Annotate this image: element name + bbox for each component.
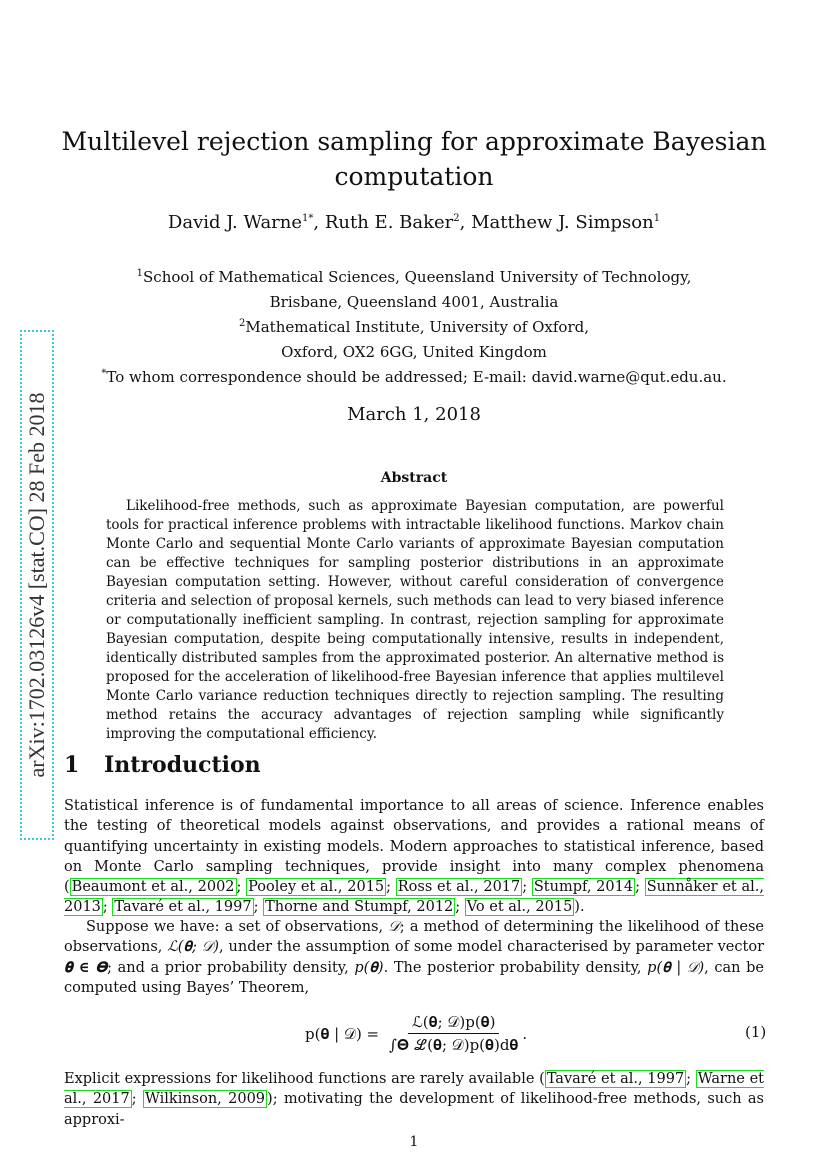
equation-number: (1) [745,1023,767,1041]
section-title: Introduction [104,752,261,778]
equation-fraction [385,1013,522,1054]
para2-text: , can be computed using Bayes’ Theorem, [64,959,765,996]
para2-text: ; a method of determining the likelihood of these observations, [64,919,764,956]
affiliation-1-line-1 [0,268,828,286]
paragraph-1: Statistical inference is of fundamental importance to all areas of science. Inference enables the testing of theoretical models against observations, and provides a rational means of quantifying uncertainty in existing models. Modern approaches to statistical inference, based on Monte Carlo sampling techniques, provide insight into many complex phenomena ( Beaumont et al., 2002 ; Pooley et al., 2015 ; Ross et al., 2017 ; Stumpf, 2014 ; Sunnåker et al., 2013 ; Tavaré et al., 1997 ; Thorne and Stumpf, 2012 ; Vo et al., 2015 ). [64,798,764,916]
author-1: David J. Warne [167,212,303,233]
citation-link[interactable]: Tavaré et al., 1997 [546,1071,685,1087]
section-heading [64,752,261,778]
citation-link[interactable]: Pooley et al., 2015 [248,879,385,896]
citation-link[interactable]: Wilkinson, 2009 [144,1091,266,1108]
aff1-sup: 1 [136,268,144,279]
citation-link[interactable]: Vo et al., 2015 [466,899,573,916]
author-1-sup: 1* [302,213,314,224]
para3-text: Explicit expressions for likelihood functions are rarely available ( [64,1071,545,1087]
math-observations: 𝒟 [388,919,400,935]
para3-end: ); motivating the development of likelihood-free methods, such as approxi- [64,1091,764,1128]
corr-sup: * [101,368,107,379]
equation-lhs: p(𝛉 | 𝒟) = [305,1024,380,1043]
aff2-text: Mathematical Institute, University of Oxford, [245,318,589,336]
affiliation-2-line-1 [0,318,828,336]
affiliation-1-line-2: Brisbane, Queensland 4001, Australia [269,293,559,311]
title-line-1: Multilevel rejection sampling for approximate Bayesian [61,127,767,156]
page-number: 1 [409,1134,419,1150]
citation-link[interactable]: Sunnåker et al., 2013 [64,879,764,916]
paper-title [0,124,828,194]
citation-link[interactable]: Warne et al., 2017 [64,1071,764,1108]
title-line-2: computation [334,162,494,191]
aff1-text: School of Mathematical Sciences, Queensland University of Technology, [143,268,692,286]
date: March 1, 2018 [347,404,481,425]
math-likelihood: ℒ(𝛉; 𝒟) [167,939,220,956]
correspondence [0,368,828,386]
citation-link[interactable]: Thorne and Stumpf, 2012 [265,899,454,916]
abstract-body: Likelihood-free methods, such as approximate Bayesian computation, are powerful tools for practical inference problems with intractable likelihood functions. Markov chain Monte Carlo and sequential Monte Carlo variants of approximate Bayesian computation can be effective techniques for sampling posterior distributions in an approximate Bayesian computation setting. However, without careful consideration of convergence criteria and selection of proposal kernels, such methods can lead to very biased inference or computationally inefficient sampling. In contrast, rejection sampling for approximate Bayesian computation, despite being computationally intensive, results in independent, identically distributed samples from the approximated posterior. An alternative method is proposed for the acceleration of likelihood-free Bayesian inference that applies multilevel Monte Carlo variance reduction techniques directly to rejection sampling. The resulting method retains the accuracy advantages of rejection sampling while significantly improving the computational efficiency. [106,498,724,742]
author-2-sup: 2 [453,213,460,224]
para2-text: . The posterior probability density, [383,959,648,976]
para2-text: Suppose we have: a set of observations, [86,919,389,935]
aff2-sup: 2 [239,318,246,329]
paragraph-3: Explicit expressions for likelihood functions are rarely available ( Tavaré et al., 1997 ; Warne et al., 2017 ; Wilkinson, 2009 ); motivating the development of likelihood-free methods, such as approxi- [64,1071,764,1128]
equation-period: . [522,1024,528,1043]
math-prior: p(𝛉) [354,959,384,976]
para2-text: , under the assumption of some model characterised by parameter vector [219,939,765,956]
author-3-sup: 1 [653,213,661,224]
paragraph-2 [64,917,764,998]
math-posterior: p(𝛉 | 𝒟) [647,959,705,976]
para1-text: Statistical inference is of fundamental importance to all areas of science. Inference enables the testing of theoretical models against observations, and provides a rational means of quantifying uncertainty in existing models. Modern approaches to statistical inference, based on Monte Carlo sampling techniques, provide insight into many complex phenomena ( [64,798,764,896]
author-3: Matthew J. Simpson [471,212,654,233]
affiliation-2-line-2: Oxford, OX2 6GG, United Kingdom [281,343,547,361]
math-parameter: 𝛉 ∈ 𝚯 [64,958,108,976]
section-number: 1 [64,752,80,778]
citation-link[interactable]: Ross et al., 2017 [397,879,521,896]
citation-link[interactable]: Beaumont et al., 2002 [71,879,235,896]
arxiv-identifier[interactable]: arXiv:1702.03126v4 [stat.CO] 28 Feb 2018 [20,330,54,840]
corr-text: To whom correspondence should be addressed; E-mail: david.warne@qut.edu.au. [106,368,727,386]
citation-link[interactable]: Tavaré et al., 1997 [114,899,252,916]
author-2: Ruth E. Baker [324,212,454,233]
para2-text: ; and a prior probability density, [107,959,355,976]
abstract-heading: Abstract [380,470,448,486]
para1-end: ). [574,899,585,916]
equation-numerator: ℒ(𝛉; 𝒟)p(𝛉) [408,1013,499,1034]
equation-denominator: ∫𝚯 ℒ(𝛉; 𝒟)p(𝛉)d𝛉 [389,1036,519,1054]
author-list: David J. Warne$^{1*}$, Ruth E. Baker$^2$, Matthew J. Simpson$^1$ [167,212,661,233]
citation-link[interactable]: Stumpf, 2014 [533,879,634,896]
